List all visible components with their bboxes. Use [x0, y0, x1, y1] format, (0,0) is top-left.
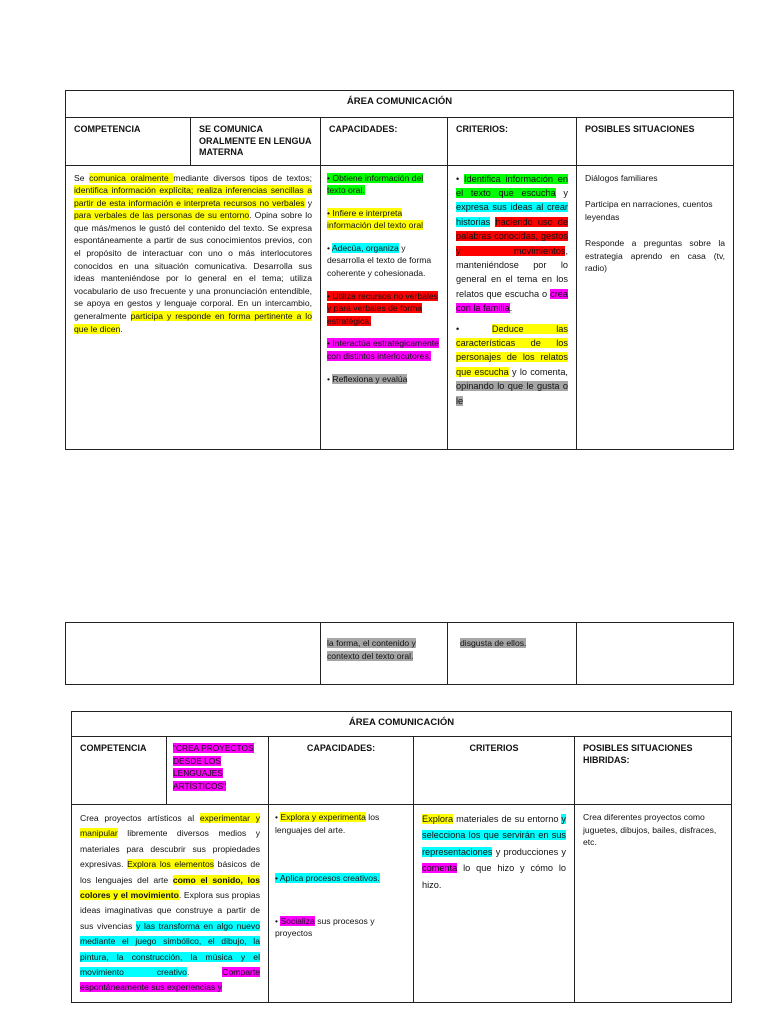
continuation-capacidad [321, 623, 448, 685]
highlight-yellow: • Infiere e interpreta información del texto oral [327, 207, 424, 231]
highlight-gray: opinando lo que le gusta o le [456, 381, 568, 406]
highlight-magenta: crea [550, 288, 568, 299]
table-area-comunicacion-2 [71, 711, 732, 1003]
highlight-magenta: Socializa [280, 915, 315, 926]
highlight-magenta: • Interactúa estratégicamente con distintos interlocutores. [327, 338, 439, 362]
capacidad-item [275, 811, 407, 836]
header-posibles-situaciones: POSIBLES SITUACIONES [577, 118, 734, 166]
table-title: ÁREA COMUNICACIÓN [72, 712, 732, 737]
highlight-cyan: y selecciona los que servirán en sus representaciones [422, 814, 566, 857]
text-span: . [509, 303, 513, 314]
text-span: materiales de su entorno [453, 814, 562, 824]
capacidad-item [327, 337, 441, 362]
header-criterios: CRITERIOS [414, 737, 575, 805]
text-span: • [275, 915, 281, 926]
criterio-item [456, 322, 568, 408]
continuation-empty-cell [577, 623, 734, 685]
situacion-item: Crea diferentes proyectos como juguetes, dibujos, bailes, disfraces, etc. [583, 812, 717, 848]
highlight-green: • Obtiene información del texto oral. [327, 172, 424, 196]
continuation-empty-cell [66, 623, 321, 685]
highlight-yellow: participa y responde en forma pertinente a lo que le dicen [74, 311, 312, 334]
text-span: lo que hizo y cómo lo hizo. [422, 863, 566, 890]
header-competencia: COMPETENCIA [72, 737, 167, 805]
capacidad-item [327, 207, 441, 232]
situacion-item: Participa en narraciones, cuentos leyendas [585, 199, 713, 222]
highlight-yellow-bold: como el sonido, los colores y el movimiento [80, 874, 261, 901]
highlight-gray: Reflexiona y evalúa [332, 373, 408, 384]
capacidades-list [321, 165, 448, 450]
table-title: ÁREA COMUNICACIÓN [66, 91, 734, 118]
highlight-cyan: Adecúa, organiza [331, 242, 399, 253]
highlight-magenta: comenta [422, 863, 458, 874]
highlight-yellow: identifica información explícita; realiza inferencias sencillas a partir de esta información e interpreta recursos no verbales [74, 185, 312, 208]
header-capacidades: CAPACIDADES: [321, 118, 448, 166]
text-span: • [327, 373, 333, 384]
text-span: mediante diversos tipos de textos; [173, 172, 312, 183]
highlight-red: haciendo uso de palabras conocidas, gestos y movimientos [456, 216, 568, 256]
table-area-comunicacion-1 [65, 90, 734, 450]
header-competencia-name: SE COMUNICA ORALMENTE EN LENGUA MATERNA [191, 118, 321, 166]
capacidad-item [327, 373, 441, 386]
text-span: los lenguajes del arte. [275, 812, 380, 835]
highlight-cyan: • Aplica procesos creativos. [275, 873, 380, 884]
header-competencia-name [167, 737, 269, 805]
criterio-item [456, 172, 568, 316]
header-competencia: COMPETENCIA [66, 118, 191, 166]
text-span: Crea proyectos artísticos al [80, 813, 200, 823]
text-span: y producciones y [492, 846, 566, 857]
highlight-yellow: Explora [422, 814, 454, 824]
capacidad-item [275, 915, 407, 940]
highlight-yellow: Explora los elementos [127, 859, 215, 870]
text-span: . Opina sobre lo que más/menos le gustó del contenido del texto. Se expresa espontáneamente a partir de sus conocimientos previos, con el propósito de interactuar con uno o más interlocutores conocidos en una situación comunicativa. Desarrolla sus ideas manteniéndose por lo general en el tema; utiliza vocabulario de uso frecuente y una pronunciación entendible, se apoya en gestos y lenguaje corporal. En un intercambio, generalmente [74, 210, 312, 322]
situacion-item: Responde a preguntas sobre la estrategia aprendo en casa (tv, radio) [585, 238, 726, 274]
text-span: y lo comenta, [508, 366, 568, 377]
highlight-magenta: "CREA PROYECTOS DESDE LOS LENGUAJES ARTÍSTICOS" [173, 743, 254, 791]
capacidades-list [269, 805, 414, 1003]
highlight-yellow: para verbales de las personas de su entorno [74, 210, 250, 221]
text-span: básicos de los lenguajes del arte [80, 859, 260, 885]
competencia-description [66, 165, 321, 450]
highlight-gray: la forma, el contenido y contexto del texto oral. [327, 638, 416, 661]
criterios-list [448, 165, 577, 450]
text-span: y [555, 187, 568, 198]
situaciones-list [575, 805, 732, 1003]
text-span: sus procesos y proyectos [275, 915, 375, 939]
header-capacidades: CAPACIDADES: [269, 737, 414, 805]
highlight-yellow: comunica oralmente [89, 172, 174, 183]
situaciones-list [577, 165, 734, 450]
text-span: • [456, 173, 464, 184]
text-span: y [304, 197, 312, 208]
text-span: • [456, 323, 492, 334]
text-span: . [120, 323, 123, 334]
text-span: Se [74, 172, 90, 183]
highlight-red: • Utiliza recursos no verbales y para verbales de forma estratégica. [327, 290, 438, 326]
capacidad-item [327, 242, 441, 280]
text-span: . [186, 967, 223, 978]
criterios-list [414, 805, 575, 1003]
capacidad-item [275, 872, 407, 885]
header-posibles-situaciones: POSIBLES SITUACIONES HIBRIDAS: [575, 737, 732, 805]
situacion-item: Diálogos familiares [585, 172, 658, 183]
competencia-description [72, 805, 269, 1003]
text-span: • [275, 812, 281, 822]
text-span: • [327, 242, 332, 253]
highlight-cyan: y las transforma en algo nuevo mediante el juego simbólico, el dibujo, la pintura, la construcción, la música y el movimiento creativo [80, 920, 260, 978]
highlight-magenta: Comparte espontáneamente sus experiencias y [80, 967, 260, 993]
text-span: . Explora sus propias ideas imaginativas que construye a partir de sus vivencias [80, 890, 260, 931]
header-criterios: CRITERIOS: [448, 118, 577, 166]
highlight-yellow: Deduce las características de los personajes de los relatos que escucha [456, 323, 568, 377]
capacidad-item [327, 172, 441, 197]
highlight-green: Identifica información en el texto que escucha [456, 173, 568, 198]
highlight-yellow: experimentar y manipular [80, 813, 260, 839]
text-span: y desarrolla el texto de forma coherente y cohesionada. [327, 242, 432, 279]
highlight-gray: disgusta de ellos. [460, 638, 527, 648]
highlight-cyan: expresa sus ideas al crear historias [456, 202, 568, 227]
highlight-magenta: con la familia [456, 303, 510, 314]
text-span: , manteniéndose por lo general en el tema en los relatos que escucha o [456, 245, 568, 299]
continuation-criterio [448, 623, 577, 685]
highlight-yellow: Explora y experimenta [280, 812, 366, 822]
capacidad-item [327, 290, 441, 328]
table-continuation [65, 622, 734, 685]
text-span: libremente diversos medios y materiales para descubrir sus propiedades expresivas. [80, 828, 260, 870]
